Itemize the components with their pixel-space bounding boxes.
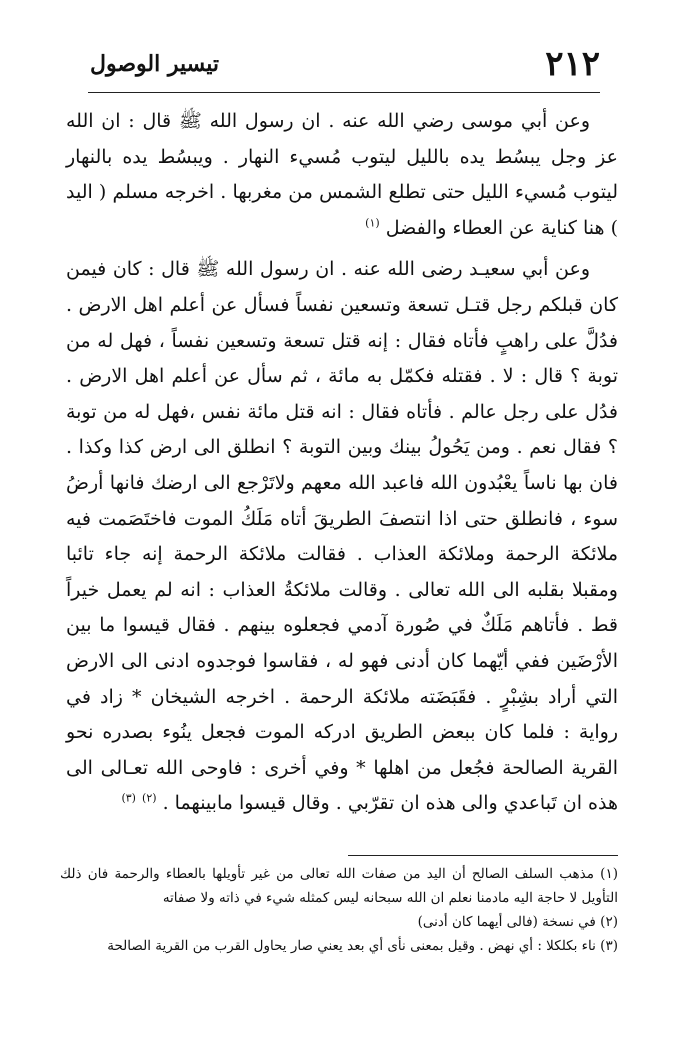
header-divider bbox=[88, 92, 600, 93]
footnote-ref-3: (٣) bbox=[121, 791, 136, 805]
page-number: ٢١٢ bbox=[545, 44, 600, 84]
paragraph-hadith-abu-musa bbox=[66, 104, 618, 246]
footnote-1: (١) مذهب السلف الصالح أن اليد من صفات الله تعالى من غير تأويلها بالعطاء والرحمة فان ذلك التأويل لا حاجة اليه مادمنا نعلم ان الله سبحانه ليس كمثله شيء في ذاته ولا صفاته bbox=[60, 866, 618, 906]
footnote-ref-2: (٢) bbox=[142, 791, 157, 805]
footnote-ref-1: (١) bbox=[365, 216, 380, 230]
main-text bbox=[66, 104, 618, 822]
footnote-divider bbox=[348, 855, 618, 856]
paragraph-text: وعن أبي سعيـد رضى الله عنه . ان رسول الله ﷺ قال : كان فيمن كان قبلكم رجل قتـل تسعة وتسعين نفساً فسأل عن أعلم اهل الارض . فدُلَّ على راهبٍ فأتاه فقال : إنه قتل تسعة وتسعين نفساً ، فهل له من توبة ؟ قال : لا . فقتله فكمّل به مائة ، ثم سأل عن أعلم اهل الارض . فدُل على رجل عالم . فأتاه فقال : انه قتل مائة نفس ،فهل له من توبة ؟ فقال نعم . ومن يَحُولُ بينك وبين التوبة ؟ انطلق الى ارض كذا وكذا . فان بها ناساً يعْبُدون الله فاعبد الله معهم ولاتَرْجع الى ارضك فانها أرضُ سوء ، فانطلق حتى اذا انتصفَ الطريقَ أتاه مَلَكُ الموت فاختَصَمت فيه ملائكة الرحمة وملائكة العذاب . فقالت ملائكة الرحمة إنه جاء تائبا ومقبلا بقلبه الى الله تعالى . وقالت ملائكةُ العذاب : انه لم يعمل خيراً قط . فأتاهم مَلَكٌ في صُورة آدمي فجعلوه بينهم . فقال قيسوا ما بين الأرْضَين ففي أيّهما كان أدنى فهو له ، فقاسوا فوجدوه ادنى الى الارض التي أراد بشِبْرٍ . فقَبَضَته ملائكة الرحمة . اخرجه الشيخان * زاد في رواية : فلما كان ببعض الطريق ادركه الموت فجعل ينُوء بصدره نحو القرية الصالحة فجُعل من اهلها * وفي أخرى : فاوحى الله تعـالى الى هذه ان تَباعدي والى هذه ان تقرّبي . وقال قيسوا مابينهما . bbox=[66, 258, 618, 815]
paragraph-hadith-abu-said bbox=[66, 252, 618, 822]
footnote-2: (٢) في نسخة (فالى أيهما كان أدنى) bbox=[417, 914, 618, 930]
page-header bbox=[90, 40, 600, 90]
paragraph-text: وعن أبي موسى رضي الله عنه . ان رسول الله ﷺ قال : ان الله عز وجل يبسُط يده بالليل ليتوب مُسيء النهار . ويبسُط يده بالنهار ليتوب مُسيء الليل حتى تطلع الشمس من مغربها . اخرجه مسلم ( اليد ) هنا كناية عن العطاء والفضل bbox=[66, 110, 618, 239]
running-title: تيسير الوصول bbox=[90, 51, 220, 77]
footnote-3: (٣) ناء بكلكلا : أي نهض . وقيل بمعنى نأى أي بعد يعني صار يحاول القرب من القرية الصالحة bbox=[107, 938, 618, 954]
footnotes bbox=[60, 862, 618, 958]
